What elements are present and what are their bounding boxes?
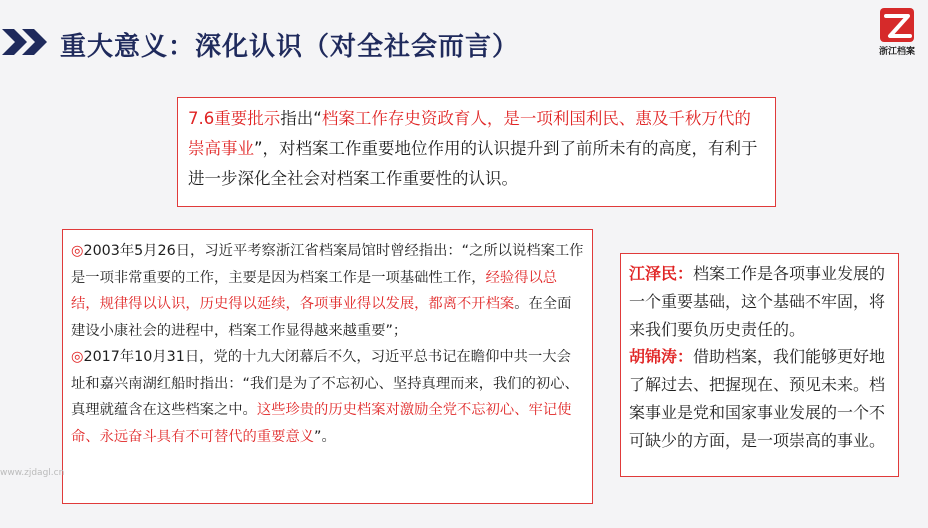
quote-2003-highlight: 经验得以总结，规律得以认识，历史得以延续，各项事业得以发展，都离不开档案: [71, 269, 558, 312]
instruction-text-2: ”，对档案工作重要地位作用的认识提升到了前所未有的高度，有利于进一步深化全社会对档案工作重要性的认识。: [188, 139, 758, 188]
xi-quote-2017: [63, 344, 592, 450]
quote-2003-text: 2003年5月26日，习近平考察浙江省档案局馆时曾经指出：“之所以说档案工作是一项非常重要的工作，主要是因为档案工作是一项基础性工作，: [71, 243, 584, 286]
page-title: 重大意义：深化认识（对全社会而言）: [60, 32, 520, 62]
quote-2003-end: 。在全面建设小康社会的进程中，档案工作显得越来越重要”；: [71, 296, 572, 339]
title-bar: [0, 22, 700, 62]
quote-2017-end: ”。: [314, 428, 336, 445]
watermark: www.zjdagl.cn: [0, 468, 65, 478]
bullet-icon: ◎: [71, 349, 84, 365]
instruction-box: [177, 97, 776, 207]
quote-2017-text: 2017年10月31日，党的十九大闭幕后不久，习近平总书记在瞻仰中共一大会址和嘉兴南湖红船时指出：“我们是为了不忘初心、坚持真理而来，我们的初心、真理就蕴含在这些档案之中。: [71, 349, 579, 418]
logo-text: 浙江档案: [878, 47, 915, 57]
archive-logo-icon: [872, 6, 922, 44]
bullet-icon: ◎: [71, 243, 84, 259]
leader-name-hu: 胡锦涛：: [629, 347, 694, 367]
double-chevron-icon: [0, 29, 52, 55]
leaders-quotes: [621, 254, 898, 461]
leaders-quotes-box: [620, 253, 899, 477]
instruction-quote: 档案工作存史资政育人，是一项利国利民、惠及千秋万代的崇高事业: [188, 109, 751, 158]
leader-quote-jiang: 档案工作是各项事业发展的一个重要基础，这个基础不牢固，将来我们要负历史责任的。: [629, 264, 886, 339]
leader-name-jiang: 江泽民：: [629, 264, 694, 283]
quote-2017-highlight: 这些珍贵的历史档案对激励全党不忘初心、牢记使命、永远奋斗具有不可替代的重要意义: [71, 402, 572, 445]
leader-quote-hu: 借助档案，我们能够更好地了解过去、把握现在、预见未来。档案事业是党和国家事业发展的一个不可缺少的方面，是一项崇高的事业。: [629, 347, 886, 450]
xi-quotes-box: [62, 229, 593, 504]
xi-quote-2003: [63, 230, 592, 344]
instruction-text: [178, 98, 775, 200]
instruction-text-1: 指出“: [280, 109, 322, 128]
instruction-lead: 7.6重要批示: [188, 109, 281, 128]
logo: [872, 6, 922, 58]
